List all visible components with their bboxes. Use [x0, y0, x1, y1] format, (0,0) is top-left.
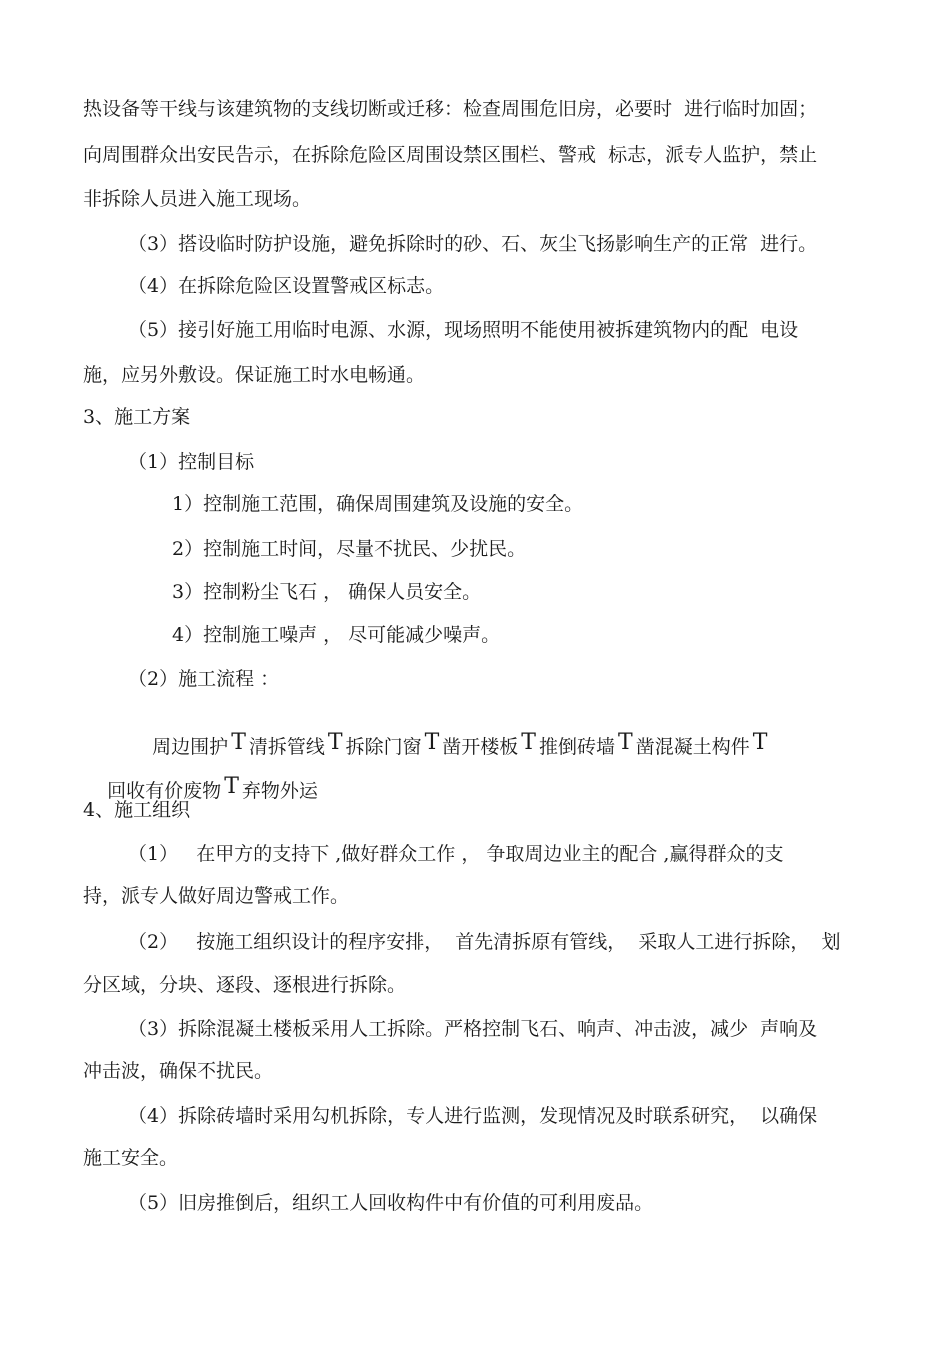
- paragraph-line: 热设备等干线与该建筑物的支线切断或迁移：检查周围危旧房，必要时 进行临时加固；: [83, 98, 818, 120]
- paragraph-line: （3）拆除混凝土楼板采用人工拆除。严格控制飞石、响声、冲击波，减少 声响及: [128, 1018, 818, 1040]
- paragraph-line: 施工安全。: [83, 1147, 179, 1169]
- flow-step: 推倒砖墙: [538, 736, 615, 758]
- section-heading: 4、施工组织: [83, 799, 191, 821]
- flow-arrow: T: [424, 730, 440, 755]
- flow-step: 凿混凝土构件: [635, 736, 750, 758]
- list-item: 3）控制粉尘飞石 ， 确保人员安全。: [172, 581, 482, 603]
- paragraph-line: 持，派专人做好周边警戒工作。: [83, 885, 350, 907]
- list-item: 1）控制施工范围，确保周围建筑及设施的安全。: [172, 493, 584, 515]
- paragraph-line: 施，应另外敷设。保证施工时水电畅通。: [83, 364, 426, 386]
- paragraph-line: （4）在拆除危险区设置警戒区标志。: [128, 275, 445, 297]
- paragraph-line: （3）搭设临时防护设施，避免拆除时的砂、石、灰尘飞扬影响生产的正常 进行。: [128, 233, 818, 255]
- flow-step: 弃物外运: [241, 780, 318, 802]
- flow-step: 拆除门窗: [345, 736, 422, 758]
- list-item: 4）控制施工噪声 ， 尽可能减少噪声。: [172, 624, 501, 646]
- paragraph-line: （5）旧房推倒后，组织工人回收构件中有价值的可利用废品。: [128, 1192, 654, 1214]
- flow-step: 周边围护: [152, 736, 229, 758]
- subsection-heading: （1）控制目标: [128, 451, 255, 473]
- paragraph-line: （2） 按施工组织设计的程序安排， 首先清拆原有管线， 采取人工进行拆除， 划: [128, 931, 841, 953]
- paragraph-line: 冲击波，确保不扰民。: [83, 1060, 274, 1082]
- section-heading: 3、施工方案: [83, 406, 191, 428]
- flow-step: 回收有价废物: [107, 780, 222, 802]
- subsection-heading: （2）施工流程 ：: [128, 668, 280, 690]
- paragraph-line: （5）接引好施工用临时电源、水源，现场照明不能使用被拆建筑物内的配 电设: [128, 319, 799, 341]
- flow-arrow: T: [618, 730, 633, 755]
- paragraph-line: 向周围群众出安民告示，在拆除危险区周围设禁区围栏、警戒 标志，派专人监护，禁止: [83, 144, 818, 166]
- flow-arrow: T: [231, 730, 246, 755]
- flow-step: 清拆管线: [248, 736, 325, 758]
- flow-arrow: T: [521, 730, 536, 755]
- flow-arrow: T: [224, 774, 239, 799]
- list-item: 2）控制施工时间，尽量不扰民、少扰民。: [172, 538, 527, 560]
- paragraph-line: （4）拆除砖墙时采用勾机拆除，专人进行监测，发现情况及时联系研究， 以确保: [128, 1105, 818, 1127]
- paragraph-line: 非拆除人员进入施工现场。: [83, 188, 312, 210]
- paragraph-line: 分区域，分块、逐段、逐根进行拆除。: [83, 974, 407, 996]
- flow-arrow: T: [752, 730, 768, 755]
- paragraph-line: （1） 在甲方的支持下 ,做好群众工作 ， 争取周边业主的配合 ,赢得群众的支: [128, 843, 784, 865]
- flow-arrow: T: [327, 730, 343, 755]
- flow-step: 凿开楼板: [442, 736, 519, 758]
